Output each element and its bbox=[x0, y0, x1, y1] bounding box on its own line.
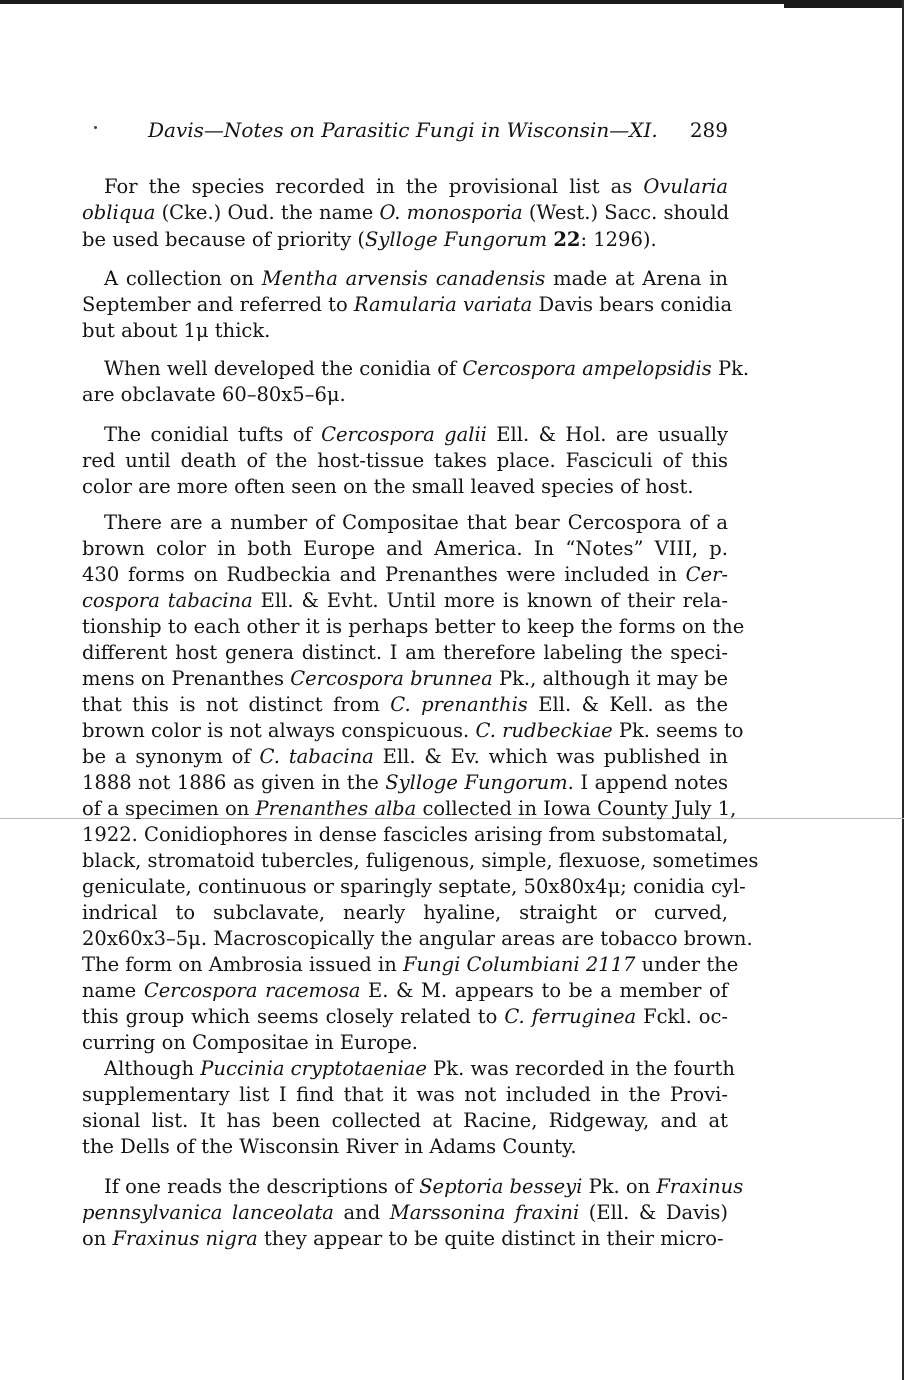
text-line bbox=[104, 1174, 744, 1200]
italic-span: C. ferruginea bbox=[504, 1005, 637, 1028]
text-span: There are a number of Compositae that bear Cercospora of a bbox=[104, 511, 728, 534]
text-span: and bbox=[333, 1201, 390, 1224]
text-line bbox=[82, 318, 728, 344]
text-line bbox=[82, 382, 728, 408]
text-span: Pk. bbox=[711, 357, 750, 380]
text-line bbox=[82, 588, 728, 614]
text-line bbox=[104, 510, 728, 536]
scan-top-border bbox=[0, 0, 904, 4]
italic-span: Marssonina fraxini bbox=[389, 1201, 580, 1224]
text-line bbox=[82, 952, 739, 978]
text-span: made at Arena in bbox=[545, 267, 728, 290]
running-header bbox=[148, 118, 728, 146]
text-span: but about 1μ thick. bbox=[82, 319, 271, 342]
text-span: tionship to each other it is perhaps better to keep the forms on the bbox=[82, 615, 745, 638]
text-line bbox=[104, 422, 728, 448]
italic-span: Fraxinus bbox=[656, 1175, 744, 1198]
page-number: 289 bbox=[689, 118, 728, 142]
text-line bbox=[82, 848, 759, 874]
text-span: Pk. seems to bbox=[612, 719, 744, 742]
italic-span: C. tabacina bbox=[259, 745, 374, 768]
text-line bbox=[82, 926, 753, 952]
text-line bbox=[104, 1056, 735, 1082]
text-span: name bbox=[82, 979, 144, 1002]
text-line bbox=[82, 640, 728, 666]
text-line bbox=[82, 536, 728, 562]
text-line bbox=[82, 227, 728, 253]
text-span: sional list. It has been collected at Racine, Ridgeway, and at bbox=[82, 1109, 728, 1132]
margin-speck bbox=[94, 126, 97, 129]
text-line bbox=[82, 874, 746, 900]
scan-corner-mark bbox=[784, 0, 904, 8]
text-span: they appear to be quite distinct in their micro- bbox=[257, 1227, 724, 1250]
text-span: different host genera distinct. I am therefore labeling the speci- bbox=[82, 641, 728, 664]
text-line bbox=[104, 266, 728, 292]
italic-span: C. prenanthis bbox=[390, 693, 528, 716]
text-span: mens on Prenanthes bbox=[82, 667, 291, 690]
italic-span: Fraxinus nigra bbox=[112, 1227, 258, 1250]
italic-span: Cercospora galii bbox=[321, 423, 487, 446]
italic-span: Sylloge Fungorum bbox=[365, 228, 548, 251]
text-line bbox=[82, 900, 728, 926]
text-span: this group which seems closely related to bbox=[82, 1005, 505, 1028]
text-line bbox=[82, 744, 728, 770]
text-span: geniculate, continuous or sparingly septate, 50x80x4μ; conidia cyl- bbox=[82, 875, 746, 898]
text-span: For the species recorded in the provisional list as bbox=[104, 175, 644, 198]
text-span: The conidial tufts of bbox=[104, 423, 322, 446]
text-line bbox=[104, 174, 728, 200]
italic-span: obliqua bbox=[82, 201, 156, 224]
text-span: The form on Ambrosia issued in bbox=[82, 953, 403, 976]
text-span: be a synonym of bbox=[82, 745, 260, 768]
text-span: When well developed the conidia of bbox=[104, 357, 463, 380]
text-span: Ell. & Kell. as the bbox=[527, 693, 728, 716]
text-span: brown color in both Europe and America. In “Notes” VIII, p. bbox=[82, 537, 728, 560]
italic-span: Cer- bbox=[685, 563, 728, 586]
text-span: (Ell. & Davis) bbox=[579, 1201, 728, 1224]
text-line bbox=[82, 1082, 728, 1108]
text-span: Although bbox=[104, 1057, 201, 1080]
text-line bbox=[104, 356, 750, 382]
text-span: I append notes bbox=[573, 771, 728, 794]
text-span: that this is not distinct from bbox=[82, 693, 391, 716]
text-line bbox=[82, 474, 728, 500]
text-span: 1922. Conidiophores in dense fascicles arising from substomatal, bbox=[82, 823, 729, 846]
text-span: the Dells of the Wisconsin River in Adams County. bbox=[82, 1135, 577, 1158]
text-span: September and referred to bbox=[82, 293, 354, 316]
text-span: of a specimen on bbox=[82, 797, 256, 820]
text-line bbox=[82, 770, 728, 796]
text-line bbox=[82, 692, 728, 718]
text-span: If one reads the descriptions of bbox=[104, 1175, 420, 1198]
text-line bbox=[82, 1004, 728, 1030]
italic-span: pennsylvanica lanceolata bbox=[82, 1201, 334, 1224]
text-span: 1888 not 1886 as given in the bbox=[82, 771, 386, 794]
italic-span: Cercospora ampelopsidis bbox=[462, 357, 712, 380]
text-span: on bbox=[82, 1227, 113, 1250]
text-line bbox=[82, 200, 728, 226]
text-span: indrical to subclavate, nearly hyaline, straight or curved, bbox=[82, 901, 728, 924]
italic-span: Cercospora brunnea bbox=[290, 667, 493, 690]
text-span: A collection on bbox=[104, 267, 262, 290]
text-line bbox=[82, 1030, 728, 1056]
italic-span: Fungi Columbiani 2117 bbox=[402, 953, 636, 976]
text-span: color are more often seen on the small leaved species of host. bbox=[82, 475, 694, 498]
text-span: 430 forms on Rudbeckia and Prenanthes were included in bbox=[82, 563, 686, 586]
text-span: Fckl. oc- bbox=[636, 1005, 728, 1028]
text-span: 20x60x3–5μ. Macroscopically the angular areas are tobacco brown. bbox=[82, 927, 753, 950]
text-span: be used because of priority ( bbox=[82, 228, 366, 251]
text-span: curring on Compositae in Europe. bbox=[82, 1031, 418, 1054]
text-line bbox=[82, 614, 745, 640]
running-title: Davis—Notes on Parasitic Fungi in Wisconsin—XI. bbox=[148, 118, 658, 142]
text-span: : 1296). bbox=[580, 228, 657, 251]
italic-span: Prenanthes alba bbox=[255, 797, 417, 820]
text-line bbox=[82, 822, 728, 848]
italic-span: Ovularia bbox=[643, 175, 728, 198]
text-line bbox=[82, 292, 733, 318]
text-span: under the bbox=[635, 953, 739, 976]
bold-span: 22 bbox=[553, 228, 581, 251]
italic-span: Cercospora racemosa bbox=[143, 979, 361, 1002]
text-span: Ell. & Ev. which was published in bbox=[373, 745, 728, 768]
text-span: Pk. was recorded in the fourth bbox=[426, 1057, 735, 1080]
text-line bbox=[82, 1134, 728, 1160]
text-line bbox=[82, 1226, 728, 1252]
text-span: black, stromatoid tubercles, fuligenous, simple, flexuose, sometimes bbox=[82, 849, 759, 872]
italic-span: Septoria besseyi bbox=[419, 1175, 583, 1198]
text-span: collected in Iowa County July 1, bbox=[416, 797, 737, 820]
text-line bbox=[82, 796, 737, 822]
italic-span: Mentha arvensis canadensis bbox=[261, 267, 546, 290]
text-span: Ell. & Evht. Until more is known of their rela- bbox=[252, 589, 728, 612]
text-line bbox=[82, 562, 728, 588]
italic-span: Ramularia variata bbox=[353, 293, 533, 316]
text-span: (Cke.) Oud. the name bbox=[155, 201, 380, 224]
text-span: (West.) Sacc. should bbox=[522, 201, 730, 224]
italic-span: O. monosporia bbox=[379, 201, 523, 224]
text-line bbox=[82, 978, 728, 1004]
text-line bbox=[82, 1200, 728, 1226]
text-line bbox=[82, 666, 728, 692]
text-span: red until death of the host-tissue takes place. Fasciculi of this bbox=[82, 449, 728, 472]
italic-span: Sylloge Fungorum. bbox=[385, 771, 574, 794]
text-span: are obclavate 60–80x5–6μ. bbox=[82, 383, 346, 406]
text-span: Ell. & Hol. are usually bbox=[486, 423, 729, 446]
text-line bbox=[82, 448, 728, 474]
italic-span: cospora tabacina bbox=[82, 589, 253, 612]
text-span: Davis bears conidia bbox=[532, 293, 733, 316]
text-span: brown color is not always conspicuous. bbox=[82, 719, 476, 742]
text-span: Pk., although it may be bbox=[492, 667, 728, 690]
text-span: Pk. on bbox=[582, 1175, 657, 1198]
italic-span: Puccinia cryptotaeniae bbox=[200, 1057, 427, 1080]
text-line bbox=[82, 718, 744, 744]
italic-span: C. rudbeckiae bbox=[475, 719, 613, 742]
text-line bbox=[82, 1108, 728, 1134]
text-span: E. & M. appears to be a member of bbox=[360, 979, 728, 1002]
text-span: supplementary list I find that it was not included in the Provi- bbox=[82, 1083, 728, 1106]
